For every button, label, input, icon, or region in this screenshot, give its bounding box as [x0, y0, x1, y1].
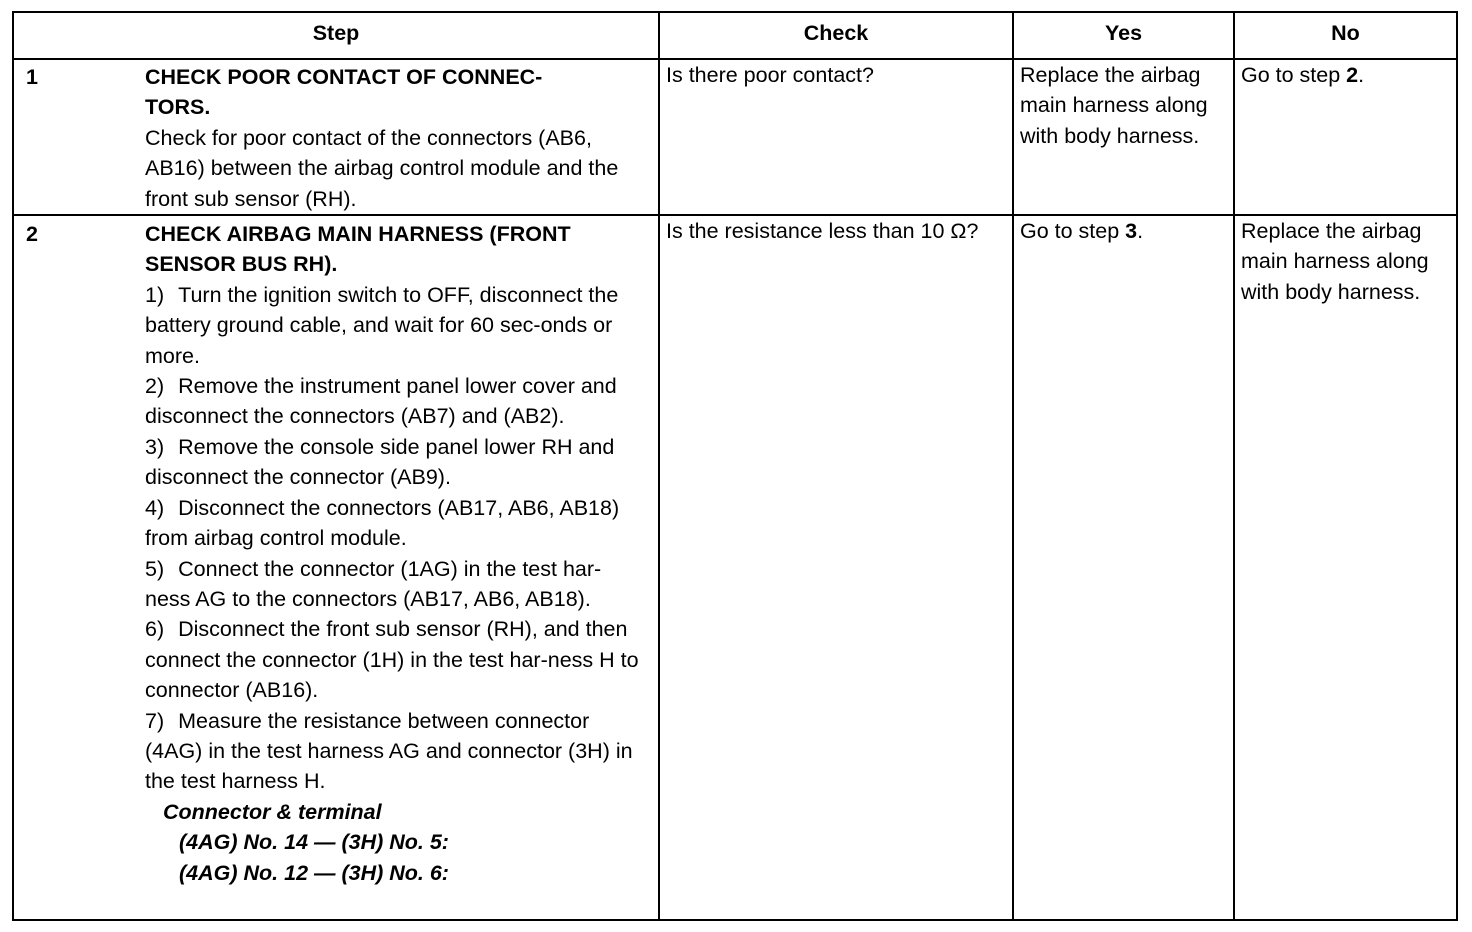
header-no: No [1234, 12, 1457, 59]
step-reference: 3 [1125, 219, 1138, 244]
step-cell [13, 59, 659, 215]
yes-cell: Replace the airbag main harness along with body harness. [1013, 59, 1234, 215]
substep: 5) Connect the connector (1AG) in the test har-ness AG to the connectors (AB17, AB6, AB18). [145, 556, 602, 611]
step-body [145, 219, 652, 888]
step-reference: 2 [1346, 63, 1359, 87]
no-cell: Replace the airbag main harness along with body harness. [1234, 215, 1457, 920]
substep: 6) Disconnect the front sub sensor (RH), and then connect the connector (1H) in the test har-ness H to connector (AB16). [145, 617, 639, 703]
step-body [145, 62, 652, 214]
substep: 4) Disconnect the connectors (AB17, AB6, AB18) from airbag control module. [145, 495, 620, 551]
yes-cell: Go to step 3. [1013, 215, 1234, 920]
header-yes: Yes [1013, 12, 1234, 59]
table-row [13, 215, 1457, 920]
header-step: Step [13, 12, 659, 59]
step-title: CHECK AIRBAG MAIN HARNESS (FRONT SENSOR BUS RH). [145, 222, 571, 277]
header-check: Check [659, 12, 1013, 59]
step-cell [13, 215, 659, 920]
diagnostic-table [12, 11, 1458, 921]
substep: 2) Remove the instrument panel lower cover and disconnect the connectors (AB7) and (AB2). [145, 374, 617, 429]
header-row [13, 12, 1457, 59]
check-cell: Is the resistance less than 10 Ω? [659, 215, 1013, 920]
step-title: CHECK POOR CONTACT OF CONNEC- TORS. [145, 65, 543, 120]
step-description: Check for poor contact of the connectors (AB6, AB16) between the airbag control module and the front sub sensor (RH). [145, 125, 619, 211]
connector-terminal-label: Connector & terminal [163, 799, 382, 824]
no-cell: Go to step 2. [1234, 59, 1457, 215]
check-cell: Is there poor contact? [659, 59, 1013, 215]
connector-terminal-item: (4AG) No. 14 — (3H) No. 5: [179, 830, 449, 855]
connector-terminal-item: (4AG) No. 12 — (3H) No. 6: [179, 860, 449, 885]
table-row [13, 59, 1457, 215]
substep: 7) Measure the resistance between connector (4AG) in the test harness AG and connector (3H) in the test harness H. [145, 708, 633, 794]
step-number: 2 [26, 222, 38, 247]
substep: 3) Remove the console side panel lower RH and disconnect the connector (AB9). [145, 434, 615, 490]
step-number: 1 [26, 65, 38, 89]
substep: 1) Turn the ignition switch to OFF, disconnect the battery ground cable, and wait for 60 sec-onds or more. [145, 282, 619, 368]
